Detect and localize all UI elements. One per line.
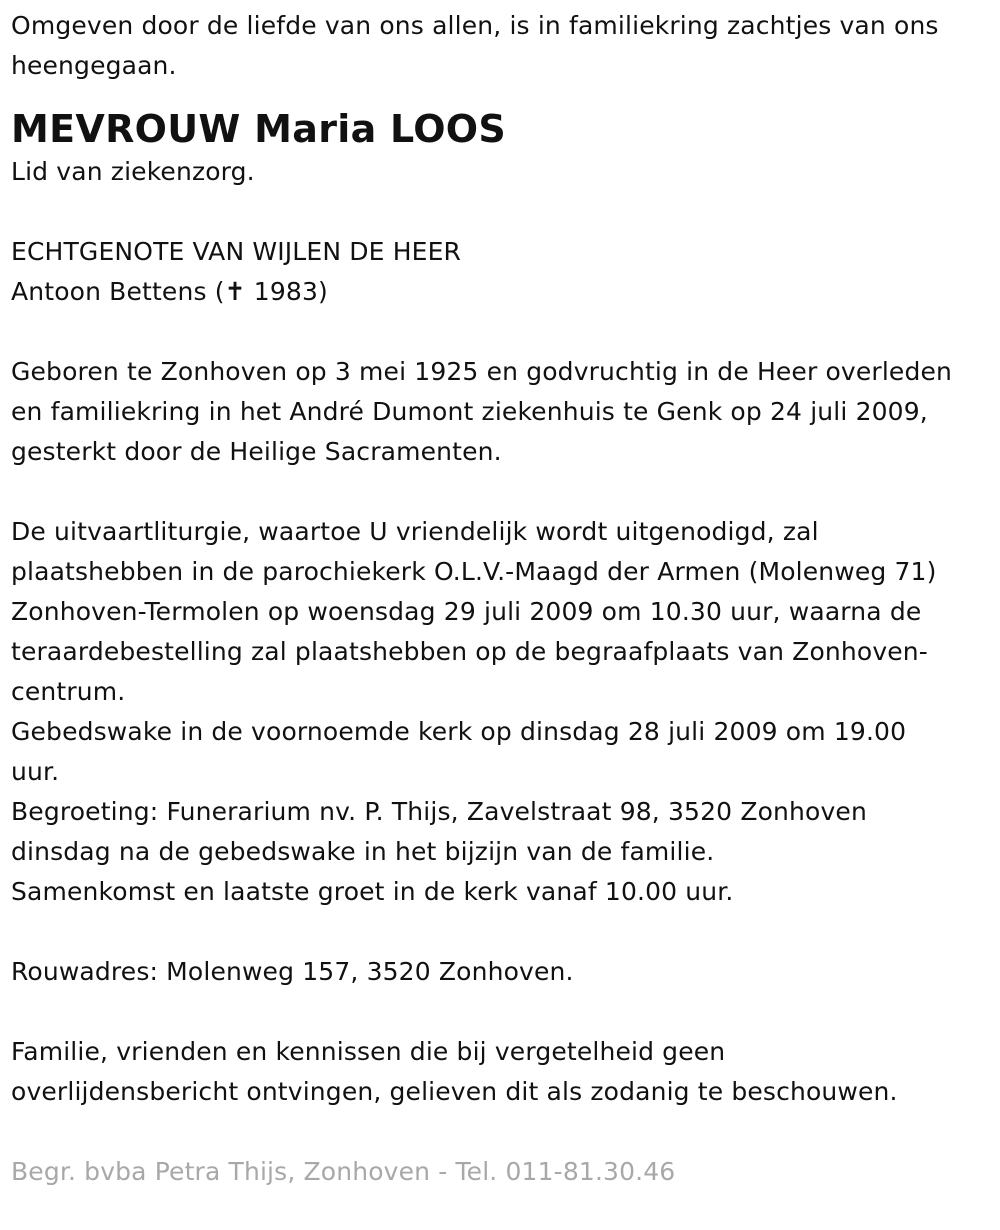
paragraph-line: en familiekring in het André Dumont ziekenhuis te Genk op 24 juli 2009, — [11, 397, 928, 426]
intro-paragraph — [11, 6, 996, 86]
paragraph-line: plaatshebben in de parochiekerk O.L.V.-Maagd der Armen (Molenweg 71) — [11, 557, 937, 586]
spouse-section — [11, 232, 996, 312]
notice-paragraph — [11, 1032, 996, 1112]
birth-death-paragraph — [11, 352, 996, 472]
paragraph-line: teraardebestelling zal plaatshebben op de begraafplaats van Zonhoven- — [11, 637, 928, 666]
spouse-name: Antoon Bettens (✝ 1983) — [11, 277, 328, 306]
paragraph-line: Gebedswake in de voornoemde kerk op dinsdag 28 juli 2009 om 19.00 — [11, 717, 907, 746]
paragraph-line: Zonhoven-Termolen op woensdag 29 juli 2009 om 10.30 uur, waarna de — [11, 597, 922, 626]
paragraph-line: centrum. — [11, 677, 126, 706]
mourning-address: Rouwadres: Molenweg 157, 3520 Zonhoven. — [11, 957, 574, 986]
paragraph-line: dinsdag na de gebedswake in het bijzijn van de familie. — [11, 837, 715, 866]
obituary-notice — [11, 0, 996, 1192]
paragraph-line: uur. — [11, 757, 60, 786]
ceremony-paragraph — [11, 512, 996, 912]
paragraph-line: Geboren te Zonhoven op 3 mei 1925 en godvruchtig in de Heer overleden — [11, 357, 953, 386]
undertaker-footer: Begr. bvba Petra Thijs, Zonhoven - Tel. 011-81.30.46 — [11, 1157, 676, 1186]
paragraph-line: gesterkt door de Heilige Sacramenten. — [11, 437, 502, 466]
deceased-name: MEVROUW Maria LOOS — [11, 107, 507, 151]
intro-line: Omgeven door de liefde van ons allen, is in familiekring zachtjes van ons — [11, 11, 939, 40]
membership-line: Lid van ziekenzorg. — [11, 157, 255, 186]
paragraph-line: De uitvaartliturgie, waartoe U vriendelijk wordt uitgenodigd, zal — [11, 517, 819, 546]
paragraph-line: overlijdensbericht ontvingen, gelieven dit als zodanig te beschouwen. — [11, 1077, 898, 1106]
paragraph-line: Samenkomst en laatste groet in de kerk vanaf 10.00 uur. — [11, 877, 734, 906]
paragraph-line: Begroeting: Funerarium nv. P. Thijs, Zavelstraat 98, 3520 Zonhoven — [11, 797, 867, 826]
intro-line: heengegaan. — [11, 51, 177, 80]
paragraph-line: Familie, vrienden en kennissen die bij vergetelheid geen — [11, 1037, 726, 1066]
spouse-title: ECHTGENOTE VAN WIJLEN DE HEER — [11, 237, 462, 266]
